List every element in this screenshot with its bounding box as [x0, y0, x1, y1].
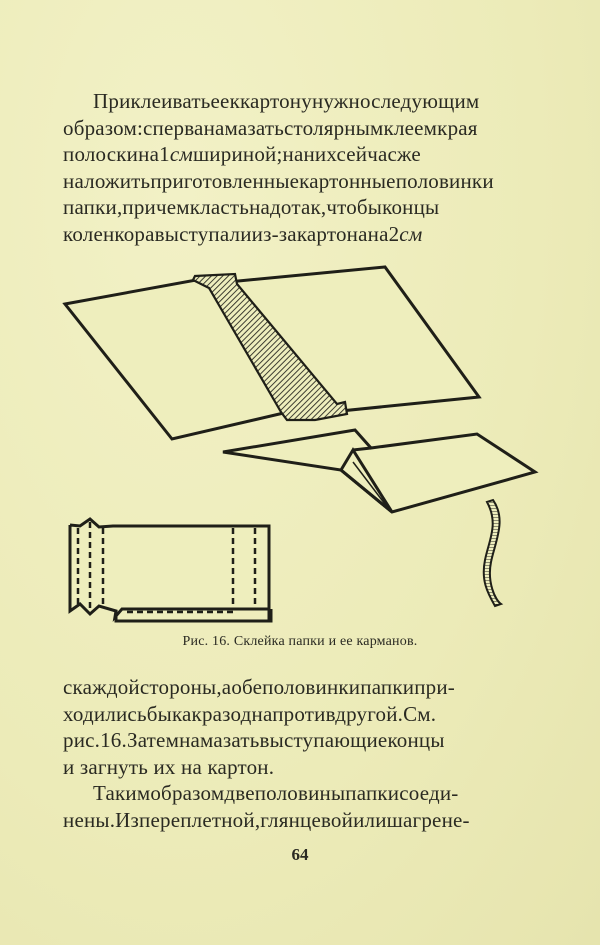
word: концы [387, 728, 445, 752]
word: чем [156, 195, 190, 219]
word: См. [403, 701, 437, 726]
word: намазать [203, 115, 285, 140]
word: Из [115, 807, 140, 832]
word: шагрене- [386, 807, 470, 832]
word: концы [382, 195, 440, 219]
word: нены. [63, 807, 116, 832]
word: картона [296, 221, 368, 246]
word: глянцевой [260, 807, 354, 832]
text-line [63, 701, 563, 728]
word: см [169, 142, 193, 166]
word: коленкора [63, 221, 155, 246]
word: класть [189, 195, 250, 219]
word: папки, [63, 195, 123, 219]
text-line [63, 141, 563, 168]
bottom-paragraph [63, 674, 563, 833]
word: выступали [154, 221, 252, 246]
word: них [303, 142, 337, 166]
word: рис. [63, 728, 101, 752]
text-line [63, 674, 563, 701]
word: приготовленные [150, 168, 300, 193]
word: против [272, 701, 336, 726]
word: ее [210, 89, 230, 113]
word: намазать [179, 728, 260, 752]
figure-16-folder-gluing-illustration [55, 262, 575, 632]
text-line [63, 221, 563, 248]
figure-caption: Рис. 16. Склейка папки и ее карманов. [182, 634, 418, 649]
open-folder-drawing [65, 267, 479, 439]
word: а [221, 675, 232, 699]
word: чтобы [326, 195, 383, 219]
word: при- [414, 675, 455, 699]
word: следующим [371, 89, 480, 113]
word: из-за [251, 221, 297, 246]
word: на [138, 142, 160, 166]
word: картону [239, 89, 312, 113]
word: половинки [262, 675, 361, 699]
word: см [399, 221, 423, 246]
page-number: 64 [291, 845, 309, 864]
text-line [63, 727, 563, 754]
text-line [63, 194, 563, 221]
word: с [63, 675, 73, 699]
word: столярным [284, 115, 384, 140]
word: клеем [383, 115, 438, 140]
text-line [63, 168, 563, 195]
word: полоски [63, 142, 139, 166]
word: же [397, 142, 421, 166]
word: Затем [126, 728, 180, 752]
word: 1 [159, 142, 170, 166]
word: половины [254, 781, 346, 805]
word: на [282, 142, 304, 166]
word: образом [150, 781, 225, 805]
word: Приклеивать [93, 89, 211, 113]
word: сперва [143, 115, 204, 140]
word: надо [249, 195, 292, 219]
word: нужно [311, 89, 372, 113]
text-line [63, 88, 563, 115]
word: раз [201, 701, 231, 726]
word: папки [345, 781, 400, 805]
word: бы [146, 701, 172, 726]
word: выступающие [259, 728, 388, 752]
word: две [224, 781, 255, 805]
word: края [437, 115, 478, 140]
word: половинки [395, 168, 494, 193]
word: наложить [63, 168, 151, 193]
word: к [229, 89, 240, 113]
word: картонные [299, 168, 396, 193]
word: шириной; [192, 142, 283, 166]
word: сейчас [336, 142, 397, 166]
word: переплетной, [139, 807, 261, 832]
word: образом: [63, 115, 144, 140]
word: 2 [388, 221, 400, 246]
word: так, [291, 195, 327, 219]
text-line [63, 807, 563, 834]
top-paragraph [63, 88, 563, 247]
text-line [63, 780, 563, 807]
text-line: и загнуть их на картон. [63, 754, 275, 779]
word: другой. [335, 701, 404, 726]
unfolded-pocket-pattern-drawing [70, 519, 271, 621]
text-line [63, 115, 563, 142]
word: ходились [63, 701, 147, 726]
word: каждой [72, 675, 140, 699]
word: одна [230, 701, 273, 726]
word: на [367, 221, 389, 246]
word: папки [360, 675, 415, 699]
word: соеди- [399, 781, 459, 805]
word: стороны, [139, 675, 222, 699]
word: как [171, 701, 202, 726]
word: Таким [93, 781, 151, 805]
word: при [122, 195, 156, 219]
word: или [353, 807, 387, 832]
word: 16. [100, 728, 127, 752]
word: обе [231, 675, 263, 699]
